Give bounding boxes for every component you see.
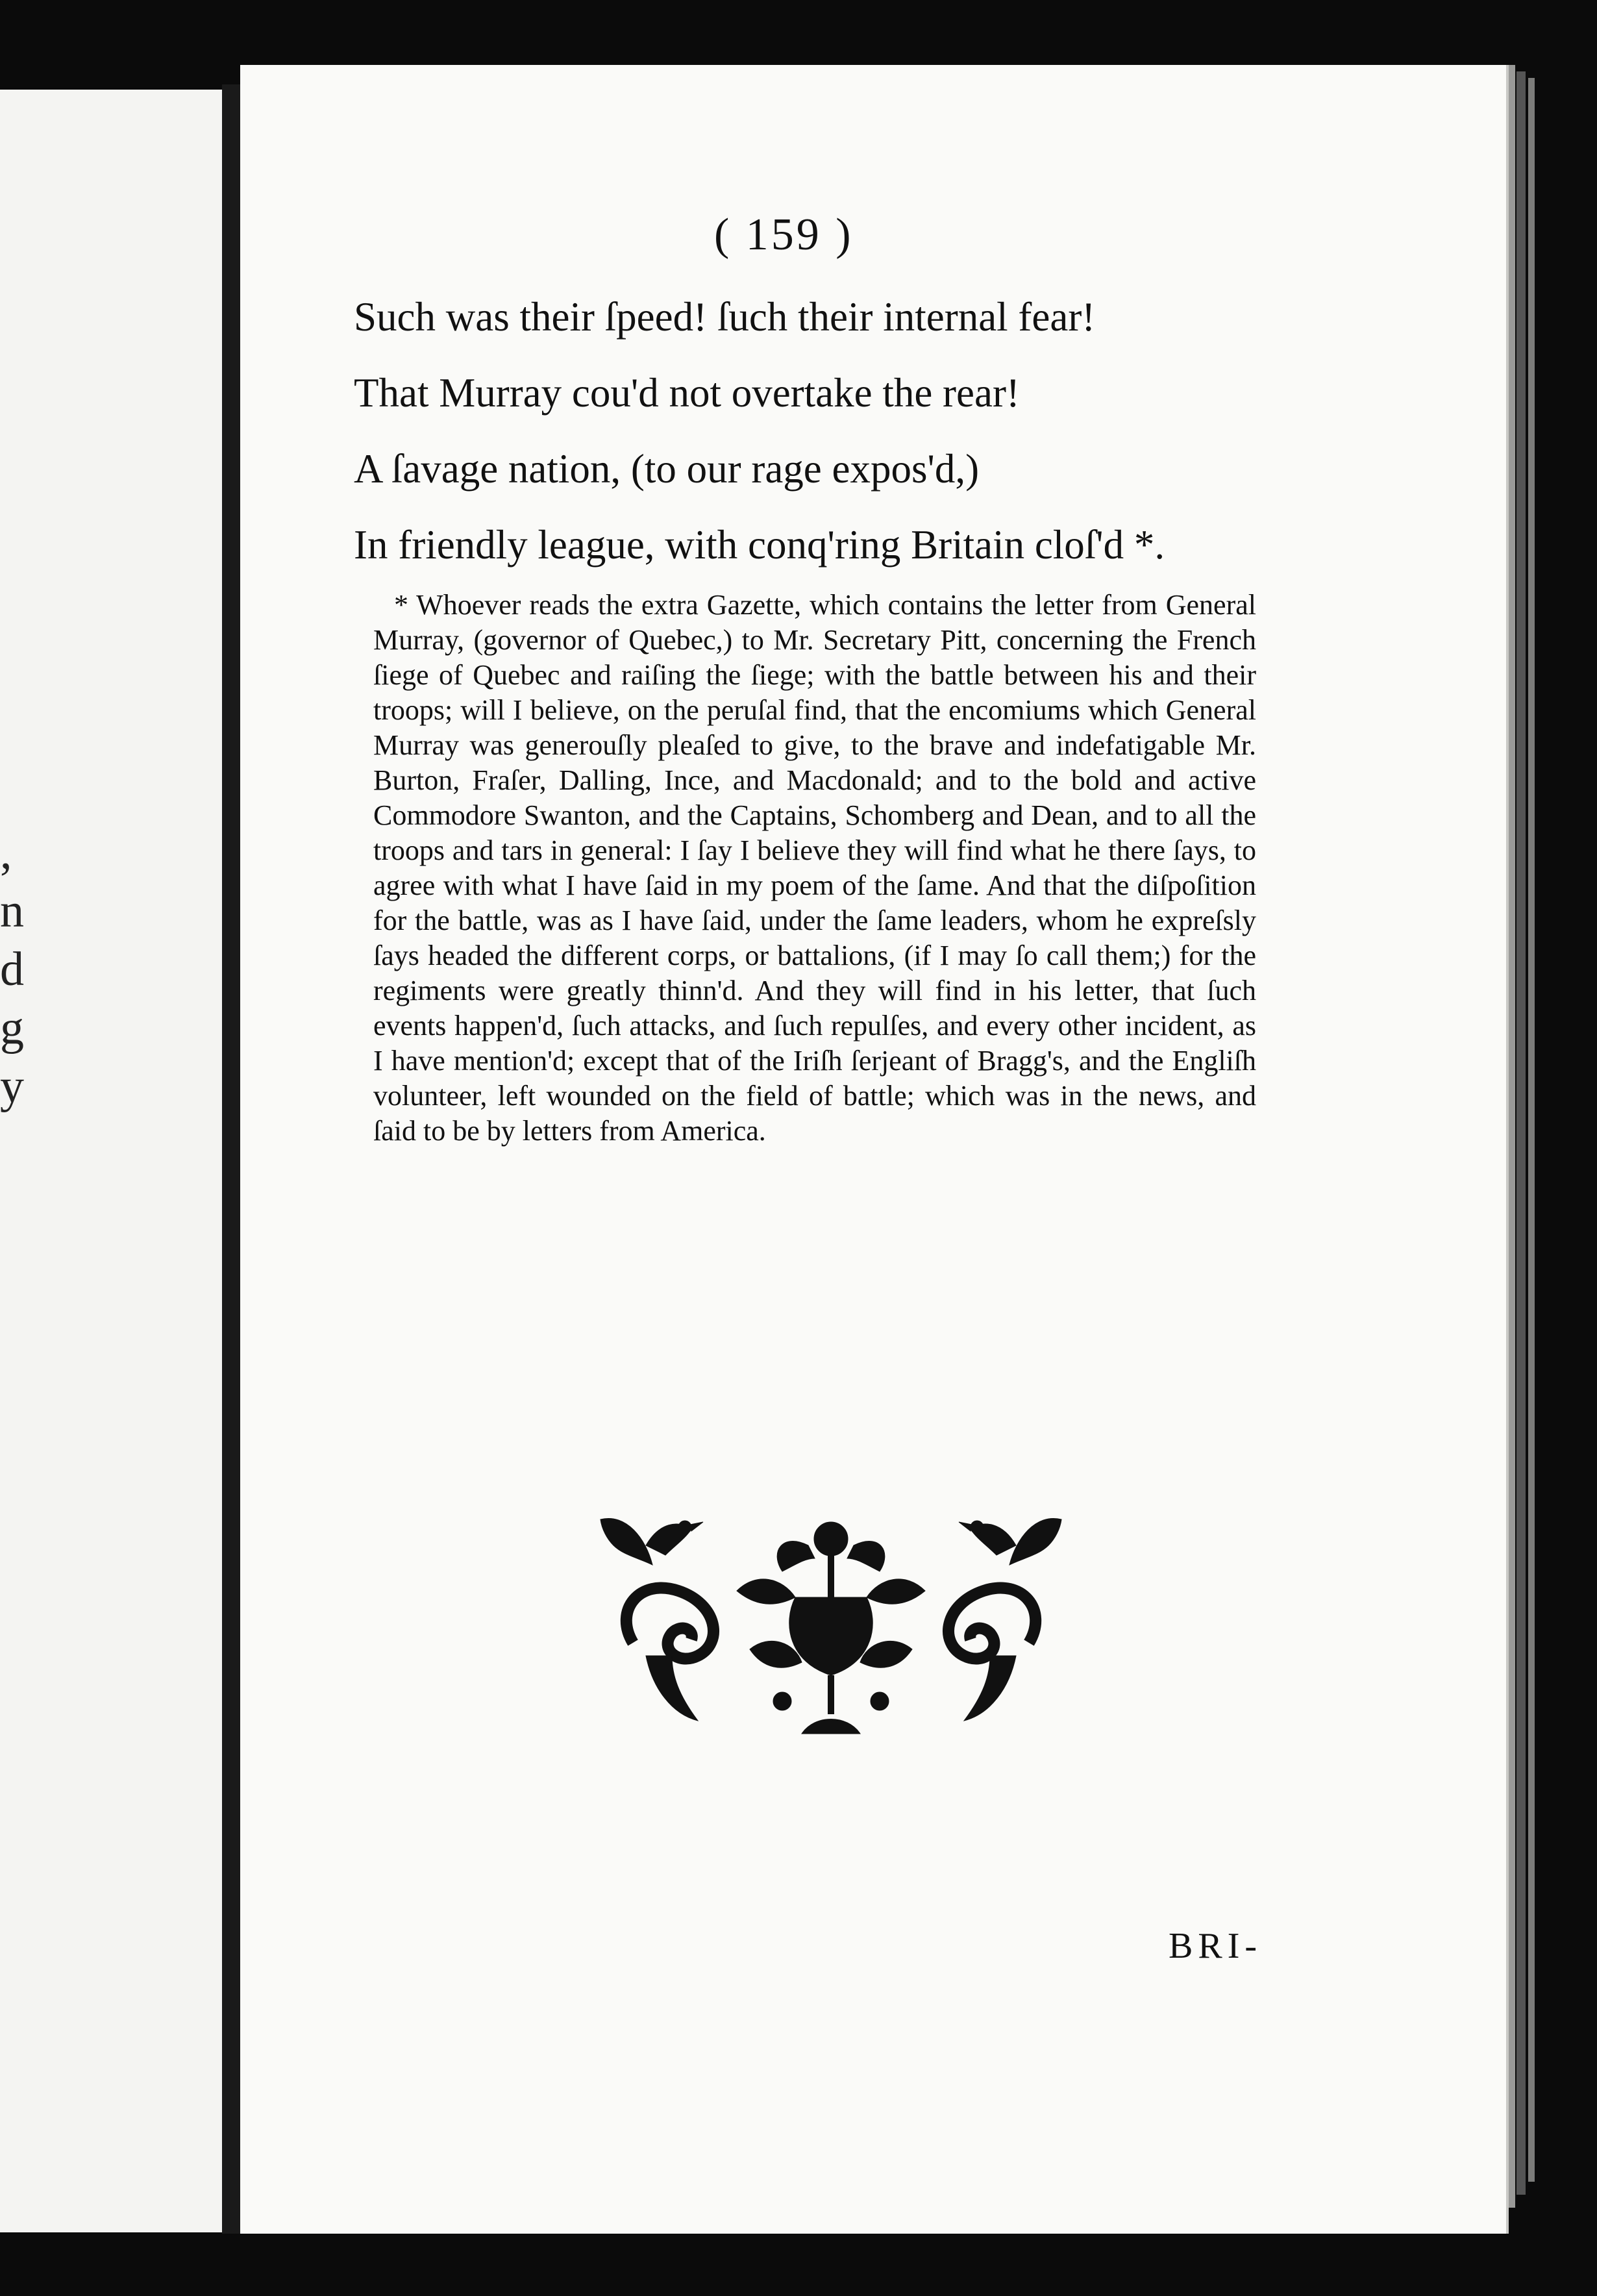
page-number: ( 159 ) <box>714 210 854 260</box>
printers-ornament-icon <box>588 1493 1074 1753</box>
verse-line: That Murray cou'd not overtake the rear! <box>354 370 1020 416</box>
left-fragment: d <box>0 943 24 996</box>
verse-line: In friendly league, with conq'ring Britain cloſ'd *. <box>354 522 1165 568</box>
left-fragment: n <box>0 884 24 938</box>
verse-block <box>354 279 1328 583</box>
left-fragment: g <box>0 1001 24 1054</box>
verse-line: Such was their ſpeed! ſuch their internal fear! <box>354 294 1096 340</box>
verse-line: A ſavage nation, (to our rage expos'd,) <box>354 446 980 492</box>
left-page-fragments <box>0 823 26 1116</box>
left-fragment: y <box>0 1060 24 1113</box>
page-edge <box>1517 71 1526 2195</box>
left-page <box>0 90 222 2232</box>
page-edge <box>1509 65 1515 2208</box>
page-edge <box>1528 78 1535 2182</box>
left-fragment: , <box>0 826 12 879</box>
footnote: * Whoever reads the extra Gazette, which contains the letter from General Murray, (governor of Quebec,) to Mr. Secretary Pitt, concerning the French ſiege of Quebec and raiſing the ſiege; with the battle between his and their troops; will I believe, on the peruſal find, that the encomiums which General Murray was generouſly pleaſed to give, to the brave and indefatigable Mr. Burton, Fraſer, Dalling, Ince, and Macdonald; and to the bold and active Commodore Swanton, and the Captains, Schomberg and Dean, and to all the troops and tars in general: I ſay I believe they will find what he there ſays, to agree with what I have ſaid in my poem of the ſame. And that the diſpoſition for the battle, was as I have ſaid, under the ſame leaders, whom he expreſsly ſays headed the different corps, or battalions, (if I may ſo call them;) for the regiments were greatly thinn'd. And they will find in his letter, that ſuch events happen'd, ſuch attacks, and ſuch repulſes, and every other incident, as I have mention'd; except that of the Iriſh ſerjeant of Bragg's, and the Engliſh volunteer, left wounded on the field of battle; which was in the news, and ſaid to be by letters from America. <box>373 589 1256 1147</box>
catchword: BRI- <box>1169 1926 1262 1966</box>
book-gutter <box>222 84 240 2234</box>
